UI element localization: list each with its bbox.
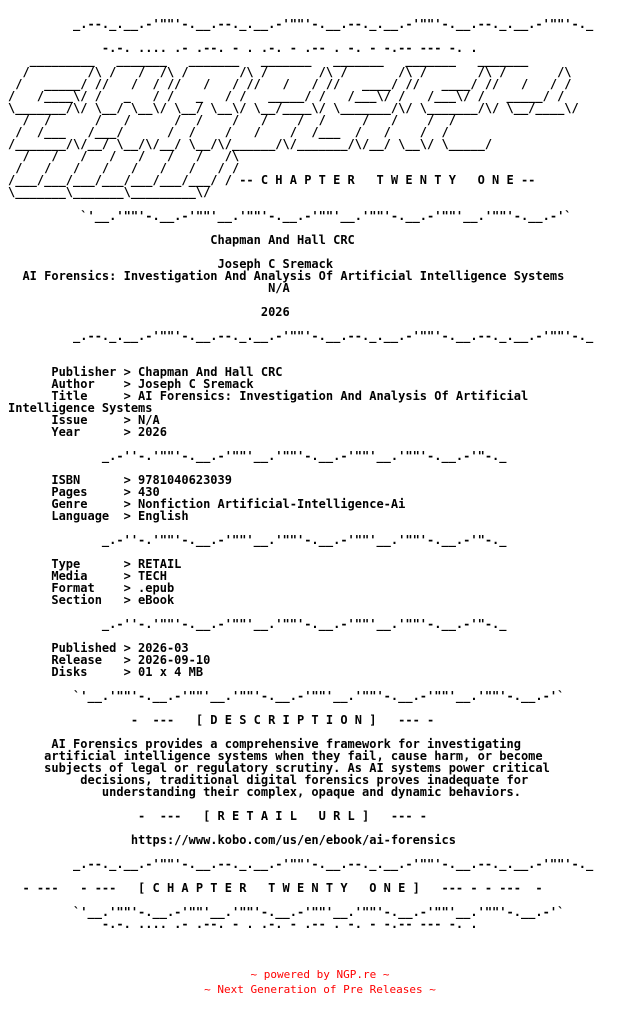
nfo-line: `'__.'""'-.__.-'""'__.'""'-.__.-'""'__.'""'-.__.-'""'__.'""'-.__.-'` [8, 689, 565, 703]
nfo-line: Language > English [8, 509, 189, 523]
nfo-line: Publisher > Chapman And Hall CRC [8, 365, 283, 379]
nfo-line: N/A [8, 281, 290, 295]
tagline-footer: ~ Next Generation of Pre Releases ~ [204, 983, 436, 996]
nfo-line: Joseph C Sremack [8, 257, 334, 271]
nfo-line: /_______/\/__/ \__/\/__/ \__/\/______/\/_______/\/__/ \__\/ \_____/ [8, 137, 493, 151]
nfo-line: _.-''-.'""'-.__.-'""'__.'""'-.__.-'""'__.'""'-.__.-'"-._ [8, 533, 507, 547]
nfo-line: / / / / / / / /\ [8, 149, 240, 163]
nfo-line: `'__.'""'-.__.-'""'__.'""'-.__.-'""'__.'""'-.__.-'""'__.'""'-.__.-'` [8, 209, 572, 223]
nfo-line: / /___ /___/ / / / / / /___ / / / / [8, 125, 449, 139]
nfo-line: Genre > Nonfiction Artificial-Intelligence-Ai [8, 497, 406, 511]
powered-by-footer: ~ powered by NGP.re ~ [250, 968, 390, 981]
nfo-line: / /____\/ / _ / / _ / / _____/ / /___\/ / /___\/ / _____/ / [8, 89, 565, 103]
nfo-line: `'__.'""'-.__.-'""'__.'""'-.__.-'""'__.'""'-.__.-'""'__.'""'-.__.-'` [8, 905, 565, 919]
nfo-line: / /\ / / /\ / /\ / /\ / /\ / /\ / /\ [8, 65, 572, 79]
nfo-text-block [8, 18, 640, 930]
nfo-line: /___/___/___/___/___/___/___/ / -- C H A P T E R T W E N T Y O N E -- [8, 173, 536, 187]
nfo-line: / _____/ // / / // / / // / / // ____/ // ____/ // / / / [8, 77, 572, 91]
nfo-line: \_______/\/ \__/ \__\/ \__/ \__\/ \__/____\/ \_______/\/ \_______/\/ \__/____\/ [8, 101, 579, 115]
nfo-line: Media > TECH [8, 569, 167, 583]
nfo-line: _.-''-.'""'-.__.-'""'__.'""'-.__.-'""'__.'""'-.__.-'"-._ [8, 617, 507, 631]
nfo-line: _________ _______ _______ _______ _______ _______ _______ [8, 53, 529, 67]
nfo-line: -.-. .... .- .--. - . .-. - .-- . -. - -.-- --- -. . [8, 917, 478, 931]
nfo-line: - --- - --- [ C H A P T E R T W E N T Y O N E ] --- - - --- - [8, 881, 543, 895]
nfo-line: -.-. .... .- .--. - . .-. - .-- . -. - -.-- --- -. . [8, 41, 478, 55]
nfo-line: - --- [ D E S C R I P T I O N ] --- - [8, 713, 435, 727]
nfo-line: artificial intelligence systems when they fail, cause harm, or become [8, 749, 543, 763]
nfo-line: / / / / / / / / / / / / / / [8, 113, 456, 127]
nfo-line: Published > 2026-03 [8, 641, 189, 655]
nfo-line: _.--._.__.-'""'-.__.--._.__.-'""'-.__.--._.__.-'""'-.__.--._.__.-'""'-._ [8, 329, 594, 343]
nfo-line: _.--._.__.-'""'-.__.--._.__.-'""'-.__.--._.__.-'""'-.__.--._.__.-'""'-._ [8, 17, 594, 31]
nfo-line [8, 342, 640, 354]
nfo-line: _.--._.__.-'""'-.__.--._.__.-'""'-.__.--._.__.-'""'-.__.--._.__.-'""'-._ [8, 857, 594, 871]
nfo-line: _.-''-.'""'-.__.-'""'__.'""'-.__.-'""'__.'""'-.__.-'"-._ [8, 449, 507, 463]
nfo-line: - --- [ R E T A I L U R L ] --- - [8, 809, 428, 823]
nfo-line: / / / / / / / / / [8, 161, 240, 175]
nfo-line: decisions, traditional digital forensics proves inadequate for [8, 773, 529, 787]
nfo-line: Intelligence Systems [8, 401, 153, 415]
nfo-line: subjects of legal or regulatory scrutiny. As AI systems power critical [8, 761, 550, 775]
nfo-line: understanding their complex, opaque and dynamic behaviors. [8, 785, 521, 799]
nfo-line: Format > .epub [8, 581, 175, 595]
nfo-line: Type > RETAIL [8, 557, 182, 571]
nfo-line: Pages > 430 [8, 485, 160, 499]
nfo-line: Title > AI Forensics: Investigation And Analysis Of Artificial [8, 389, 529, 403]
nfo-line: ISBN > 9781040623039 [8, 473, 232, 487]
nfo-line: Disks > 01 x 4 MB [8, 665, 204, 679]
nfo-line: \_______\_______\_________\/ [8, 185, 211, 199]
nfo-line: Author > Joseph C Sremack [8, 377, 254, 391]
nfo-line: 2026 [8, 305, 290, 319]
nfo-line: https://www.kobo.com/us/en/ebook/ai-forensics [8, 833, 456, 847]
nfo-line: Section > eBook [8, 593, 175, 607]
nfo-line: Release > 2026-09-10 [8, 653, 211, 667]
nfo-line: Year > 2026 [8, 425, 167, 439]
nfo-line: AI Forensics provides a comprehensive framework for investigating [8, 737, 521, 751]
nfo-line: Issue > N/A [8, 413, 160, 427]
nfo-line: AI Forensics: Investigation And Analysis Of Artificial Intelligence Systems [8, 269, 565, 283]
nfo-line: Chapman And Hall CRC [8, 233, 355, 247]
